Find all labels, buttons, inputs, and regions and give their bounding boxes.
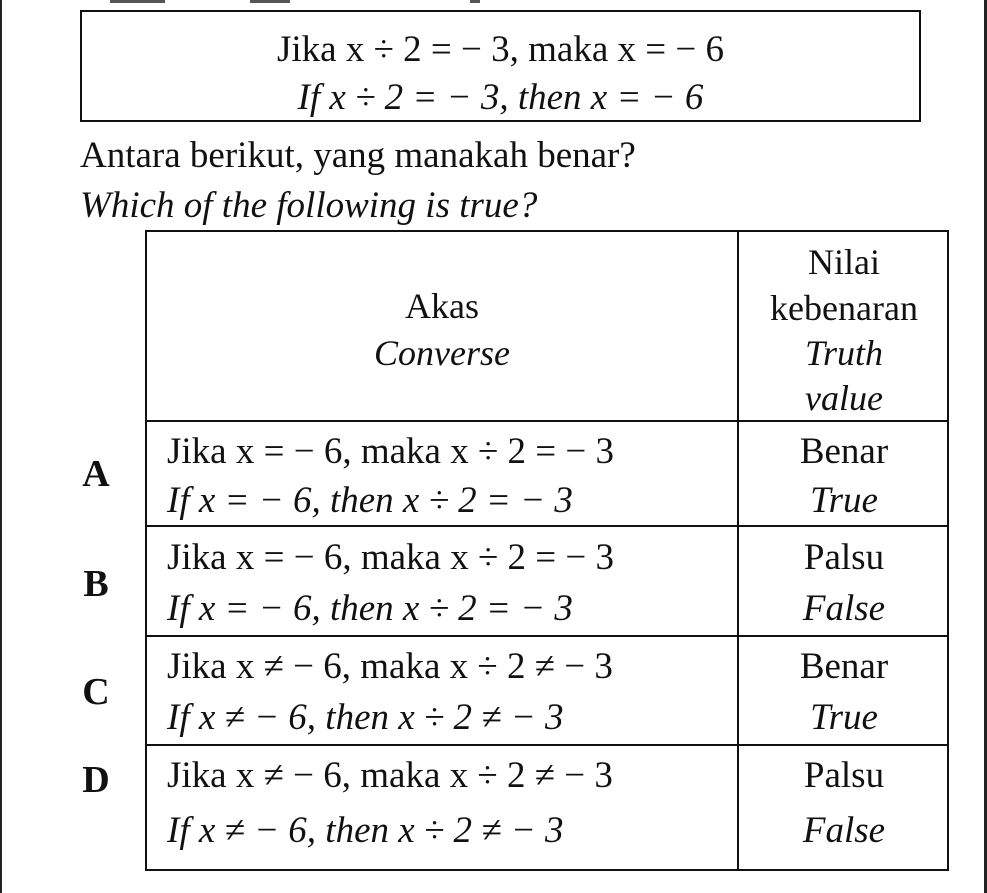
option-b-converse-english: If x = − 6, then x ÷ 2 = − 3 [167, 588, 573, 629]
statement-box [80, 10, 921, 122]
header-truth-malay-2: kebenaran [770, 288, 918, 328]
header-truth-malay-1: Nilai [808, 242, 880, 282]
cropped-text-fragment [110, 0, 950, 6]
option-a-truth-malay: Benar [799, 431, 889, 472]
option-d-converse-english: If x ≠ − 6, then x ÷ 2 ≠ − 3 [167, 810, 564, 851]
option-c-truth-english: True [810, 697, 878, 738]
statement-malay: Jika x ÷ 2 = − 3, maka x = − 6 [277, 29, 724, 70]
option-letter-a[interactable]: A [82, 453, 110, 495]
option-b-truth-english: False [802, 588, 886, 629]
option-letter-b[interactable]: B [83, 563, 109, 605]
option-c-converse-english: If x ≠ − 6, then x ÷ 2 ≠ − 3 [167, 697, 564, 738]
question-malay: Antara berikut, yang manakah benar? [80, 135, 636, 176]
option-d-truth-malay: Palsu [803, 755, 885, 796]
option-a-converse-malay: Jika x = − 6, maka x ÷ 2 = − 3 [167, 431, 614, 472]
answer-table [145, 230, 949, 871]
option-a-converse-english: If x = − 6, then x ÷ 2 = − 3 [167, 480, 573, 521]
row-divider [147, 525, 947, 527]
page-edge-left [0, 0, 2, 893]
header-converse-malay: Akas [405, 286, 479, 326]
option-c-converse-malay: Jika x ≠ − 6, maka x ÷ 2 ≠ − 3 [167, 646, 613, 687]
statement-english: If x ÷ 2 = − 3, then x = − 6 [297, 77, 704, 118]
option-b-converse-malay: Jika x = − 6, maka x ÷ 2 = − 3 [167, 537, 614, 578]
option-c-truth-malay: Benar [799, 646, 889, 687]
row-divider [147, 744, 947, 746]
header-converse [147, 232, 737, 420]
option-letter-d[interactable]: D [82, 759, 110, 801]
row-divider [147, 635, 947, 637]
option-d-truth-english: False [802, 810, 886, 851]
question-english: Which of the following is true? [80, 185, 538, 226]
option-letter-c[interactable]: C [82, 671, 110, 713]
header-truth-english-1: Truth [804, 333, 884, 373]
option-d-converse-malay: Jika x ≠ − 6, maka x ÷ 2 ≠ − 3 [167, 755, 613, 796]
header-converse-english: Converse [374, 333, 510, 373]
header-truth-english-2: value [805, 378, 883, 418]
header-truth-value [739, 232, 949, 420]
option-a-truth-english: True [810, 480, 878, 521]
option-b-truth-malay: Palsu [803, 537, 885, 578]
